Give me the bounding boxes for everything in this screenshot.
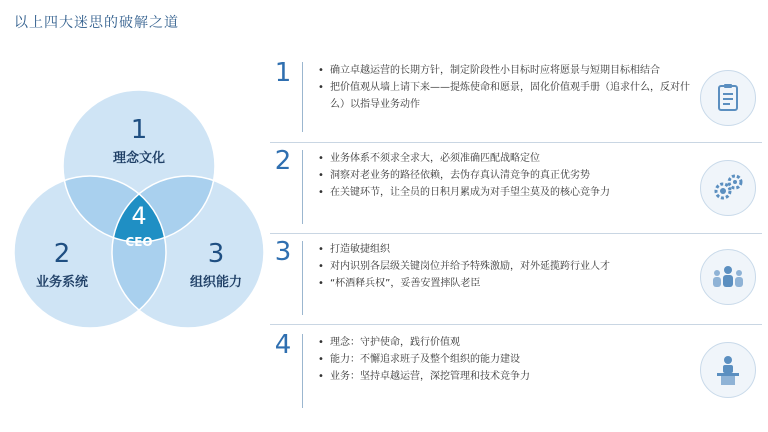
venn-diagram — [0, 0, 268, 432]
venn-right-number: 3 — [207, 239, 225, 269]
item-number: 1 — [274, 58, 292, 88]
solution-item-3 — [270, 237, 762, 317]
venn-center-label: CEO — [125, 235, 153, 249]
bullet-text: • 业务：坚持卓越运营，深挖管理和技术竞争力 — [318, 368, 690, 385]
bullet-text: • 能力：不懈追求班子及整个组织的能力建设 — [318, 351, 690, 368]
section-separator — [270, 142, 762, 143]
checklist-icon — [700, 70, 756, 126]
bullet-text: • 洞察对老业务的路径依赖，去伪存真认清竞争的真正优劣势 — [318, 167, 690, 184]
item-divider — [302, 150, 303, 224]
venn-left-label: 业务系统 — [35, 275, 89, 290]
solution-item-4 — [270, 330, 762, 410]
bullet-text: • “杯酒释兵权”，妥善安置摔队老臣 — [318, 275, 690, 292]
bullet-text: • 在关键环节，让全员的日积月累成为对手望尘莫及的核心竞争力 — [318, 184, 690, 201]
bullet-text: • 理念：守护使命，践行价值观 — [318, 334, 690, 351]
solution-item-2 — [270, 146, 762, 226]
item-divider — [302, 241, 303, 315]
speaker-icon — [700, 342, 756, 398]
venn-center-number: 4 — [131, 202, 147, 230]
item-number: 4 — [274, 330, 292, 360]
item-number: 2 — [274, 146, 292, 176]
bullet-text: • 对内识别各层级关键岗位并给予特殊激励，对外延揽跨行业人才 — [318, 258, 690, 275]
team-icon — [700, 249, 756, 305]
item-number: 3 — [274, 237, 292, 267]
section-separator — [270, 233, 762, 234]
item-divider — [302, 62, 303, 132]
page-title: 以上四大迷思的破解之道 — [14, 15, 179, 31]
bullet-text: • 把价值观从墙上请下来——提炼使命和愿景，固化价值观手册（追求什么，反对什么）以指导业务动作 — [318, 79, 690, 113]
venn-left-number: 2 — [53, 239, 71, 269]
venn-top-number: 1 — [130, 115, 148, 145]
bullet-text: • 业务体系不须求全求大，必须准确匹配战略定位 — [318, 150, 690, 167]
bullet-text: • 确立卓越运营的长期方针，制定阶段性小目标时应将愿景与短期目标相结合 — [318, 62, 690, 79]
item-divider — [302, 334, 303, 408]
section-separator — [270, 324, 762, 325]
solution-item-1 — [270, 58, 762, 134]
venn-right-label: 组织能力 — [189, 275, 243, 290]
gears-icon — [700, 160, 756, 216]
venn-top-label: 理念文化 — [112, 151, 166, 166]
bullet-text: • 打造敏捷组织 — [318, 241, 690, 258]
